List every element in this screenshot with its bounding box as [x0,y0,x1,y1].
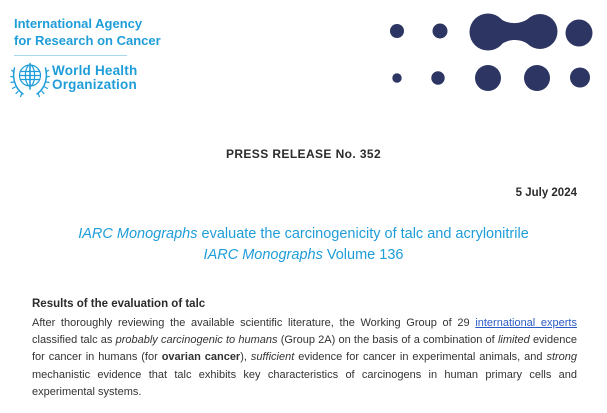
text-segment: IARC Monographs [78,226,198,242]
who-organization-name [52,64,137,92]
iarc-dots-logo [373,8,605,108]
text-segment: (Group 2A) on the basis of a combination of [277,334,498,347]
text-segment: sufficient [250,351,295,364]
international-experts-link[interactable]: international experts [475,317,577,329]
iarc-agency-name-line1: International Agency [14,16,143,31]
text-segment: ), [240,351,251,364]
who-globe-logo [10,59,50,99]
who-name-line2: Organization [52,77,137,92]
text-segment: ovarian cancer [161,351,241,364]
text-segment: evidence for cancer in experimental animals, and [294,351,547,364]
document-title [0,224,607,265]
who-name-line1: World Health [52,63,138,78]
document-title-line1 [0,224,607,245]
release-date: 5 July 2024 [515,187,577,199]
text-segment: strong [546,351,578,364]
press-release-number: PRESS RELEASE No. 352 [225,147,382,161]
text-segment: mechanistic evidence that talc exhibits key characteristics of carcinogens in human primary cells and experimental systems. [32,368,577,398]
text-segment: After thoroughly reviewing the available scientific literature, the Working Group of 29 [32,317,476,329]
iarc-agency-name [14,15,161,49]
text-segment: evaluate the carcinogenicity of talc and acrylonitrile [197,226,529,242]
text-segment: Volume 136 [322,246,404,263]
text-segment: limited [497,334,530,347]
text-segment: evidence for cancer in humans (for [32,334,577,364]
iarc-agency-name-line2: for Research on Cancer [14,33,161,48]
header-divider [14,55,127,56]
text-segment: probably carcinogenic to humans [115,334,278,347]
body-paragraph [32,315,577,401]
section-heading: Results of the evaluation of talc [32,298,206,310]
text-segment: IARC Monographs [203,246,323,263]
document-title-line2 [0,245,607,266]
text-segment: classified talc as [32,334,116,347]
